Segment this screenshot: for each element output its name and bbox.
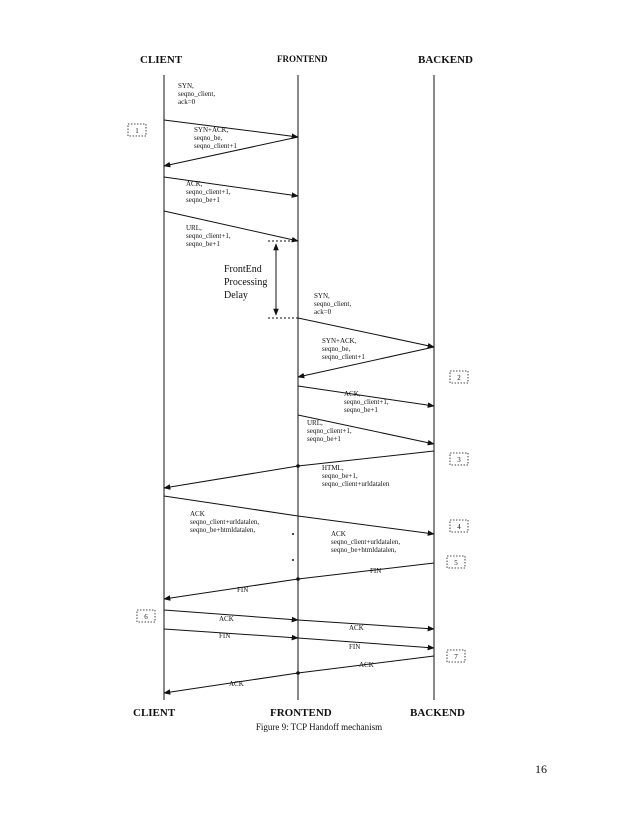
label-syn-1: SYN, seqno_client, ack=0 (178, 82, 216, 106)
label-fin-3: FIN (219, 632, 231, 640)
svg-text:5: 5 (454, 559, 458, 567)
label-ack-6: ACK (229, 680, 244, 688)
svg-text:1: 1 (135, 127, 139, 135)
label-fin-4: FIN (349, 643, 361, 651)
step-marker-3 (450, 453, 468, 465)
step-marker-1 (128, 124, 146, 136)
label-ack-4: ACK (349, 624, 364, 632)
figure-caption: Figure 9: TCP Handoff mechanism (255, 722, 383, 732)
arrow-fin-backend-segment (298, 563, 434, 579)
arrow-syn-client-to-frontend (164, 120, 298, 137)
label-ack-5: ACK (359, 661, 374, 669)
header-frontend-top: FRONTEND (277, 54, 328, 64)
label-ack-3: ACK (219, 615, 234, 623)
relay-dot-1 (292, 533, 294, 535)
relay-dot-2 (292, 559, 294, 561)
arrow-html-backend-segment (298, 451, 434, 466)
arrow-ack-to-backend (298, 516, 434, 534)
label-url-1: URL, seqno_client+1, seqno_be+1 (186, 224, 231, 248)
arrow-syn-frontend-to-backend (298, 318, 434, 347)
label-ack-1: ACK, seqno_client+1, seqno_be+1 (186, 180, 231, 204)
arrow-fin-to-client (164, 579, 298, 599)
step-marker-7 (447, 650, 465, 662)
arrow-fin-client-to-frontend (164, 629, 298, 638)
label-html: HTML, seqno_be+1, seqno_client+urldatalen (322, 464, 390, 488)
step-marker-4 (450, 520, 468, 532)
header-client-top: CLIENT (140, 54, 183, 66)
header-backend-top: BACKEND (418, 54, 474, 66)
header-client-bottom: CLIENT (133, 707, 176, 719)
label-ack-html-2: ACK seqno_client+urldatalen, seqno_be+htmldatalen, (331, 530, 401, 554)
label-fin-1: FIN (370, 567, 382, 575)
svg-text:4: 4 (457, 523, 461, 531)
page-number: 16 (535, 762, 547, 776)
label-fin-2: FIN (237, 586, 249, 594)
fin-relay-dot (296, 577, 300, 581)
svg-text:2: 2 (457, 374, 461, 382)
header-backend-bottom: BACKEND (410, 707, 466, 719)
arrow-html-to-client (164, 466, 298, 488)
processing-delay-label: FrontEnd Processing Delay (224, 264, 268, 301)
arrow-ack-client-segment (164, 496, 298, 516)
step-marker-2 (450, 371, 468, 383)
label-synack-2: SYN+ACK, seqno_be, seqno_client+1 (322, 337, 365, 361)
arrow-synack-backend-to-frontend (298, 347, 434, 377)
label-ack-html-1: ACK seqno_client+urldatalen, seqno_be+htmldatalen, (190, 510, 260, 534)
svg-text:7: 7 (454, 653, 458, 661)
step-marker-6 (137, 610, 155, 622)
label-ack-2: ACK, seqno_client+1, seqno_be+1 (344, 390, 389, 414)
label-synack-1: SYN+ACK, seqno_be, seqno_client+1 (194, 126, 237, 150)
arrow-ack-frontend-to-backend-2 (298, 620, 434, 629)
header-frontend-bottom: FRONTEND (270, 707, 332, 719)
ack-relay-dot (296, 671, 300, 675)
svg-text:3: 3 (457, 456, 461, 464)
svg-text:6: 6 (144, 613, 148, 621)
arrow-fin-frontend-to-backend (298, 638, 434, 648)
label-syn-2: SYN, seqno_client, ack=0 (314, 292, 352, 316)
step-marker-5 (447, 556, 465, 568)
label-url-2: URL, seqno_client+1, seqno_be+1 (307, 419, 352, 443)
html-relay-dot (296, 464, 300, 468)
